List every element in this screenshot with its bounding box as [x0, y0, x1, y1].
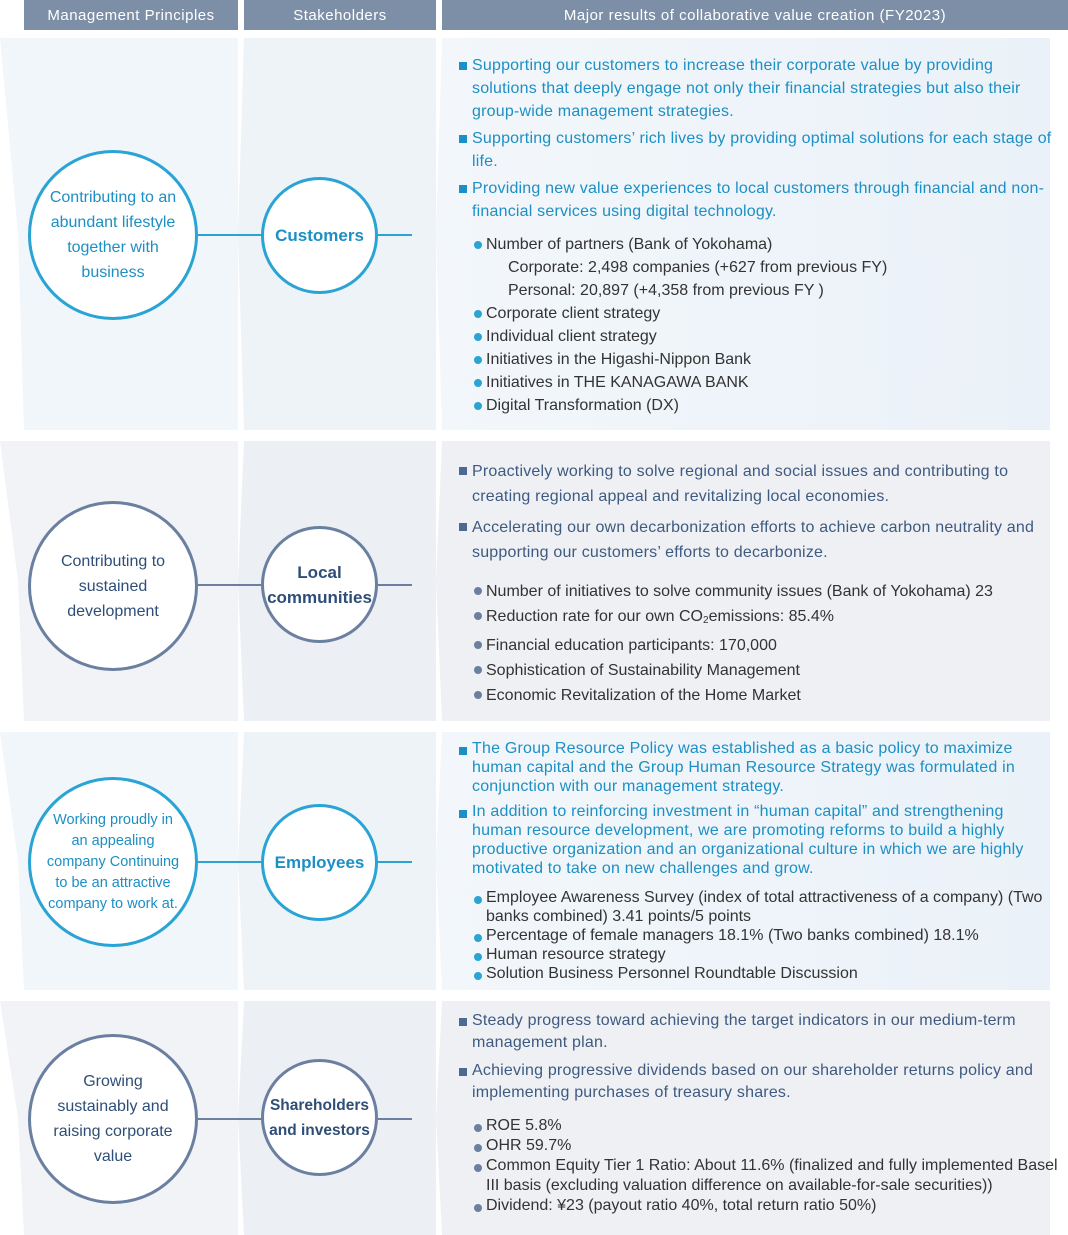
result-item: Percentage of female managers 18.1% (Two banks combined) 18.1%: [458, 926, 1058, 945]
result-text: emissions: 85.4%: [708, 608, 834, 625]
row-customers: [0, 38, 1068, 430]
connector-line: [378, 861, 412, 863]
result-item: Number of partners (Bank of Yokohama): [458, 233, 1058, 256]
header-stakeholders: Stakeholders: [244, 0, 436, 30]
results-block: [458, 459, 1058, 708]
result-item: ROE 5.8%: [458, 1116, 1058, 1136]
connector-line: [198, 584, 264, 586]
key-point: Providing new value experiences to local customers through financial and non-financial services using digital technology.: [458, 177, 1058, 223]
connector-line: [378, 1118, 412, 1120]
result-item: Economic Revitalization of the Home Market: [458, 683, 1058, 708]
key-point: Achieving progressive dividends based on our shareholder returns policy and implementing purchases of treasury shares.: [458, 1060, 1058, 1104]
row-local-communities: [0, 441, 1068, 721]
result-item: Solution Business Personnel Roundtable Discussion: [458, 964, 1058, 983]
header-management-principles: Management Principles: [24, 0, 238, 30]
results-block: [458, 1010, 1058, 1216]
result-item: Initiatives in THE KANAGAWA BANK: [458, 371, 1058, 394]
results-block: [458, 54, 1058, 417]
key-point: In addition to reinforcing investment in “human capital” and strengthening human resource development, we are promoting reforms to build a highly productive organization and an organizational culture in which we are highly motivated to take on new challenges and grow.: [458, 802, 1058, 878]
principle-circle: Contributing to an abundant lifestyle together with business: [28, 150, 198, 320]
stakeholder-circle: Employees: [261, 804, 378, 921]
header-major-results: Major results of collaborative value creation (FY2023): [442, 0, 1068, 30]
connector-line: [198, 861, 264, 863]
results-block: [458, 739, 1058, 983]
principle-circle: Contributing to sustained development: [28, 501, 198, 671]
connector-line: [378, 234, 412, 236]
key-point: The Group Resource Policy was established as a basic policy to maximize human capital and the Group Human Resource Strategy was formulated in conjunction with our management strategy.: [458, 739, 1058, 796]
result-item: Dividend: ¥23 (payout ratio 40%, total return ratio 50%): [458, 1196, 1058, 1216]
result-text: Reduction rate for our own CO: [486, 608, 703, 625]
result-item: Sophistication of Sustainability Management: [458, 658, 1058, 683]
result-item: Initiatives in the Higashi-Nippon Bank: [458, 348, 1058, 371]
connector-line: [198, 1118, 264, 1120]
result-item: Financial education participants: 170,000: [458, 633, 1058, 658]
subscript-2: 2: [703, 615, 709, 626]
key-point: Supporting our customers to increase their corporate value by providing solutions that deeply engage not only their financial strategies but also their group-wide management strategies.: [458, 54, 1058, 123]
connector-line: [198, 234, 264, 236]
stakeholder-circle: Customers: [261, 177, 378, 294]
stakeholder-circle: Local communities: [261, 526, 378, 643]
result-item: [458, 604, 1058, 633]
principle-circle: Growing sustainably and raising corporate value: [28, 1034, 198, 1204]
key-point: Accelerating our own decarbonization efforts to achieve carbon neutrality and supporting our customers’ efforts to decarbonize.: [458, 515, 1058, 565]
principle-circle: Working proudly in an appealing company Continuing to be an attractive company to work at.: [28, 777, 198, 947]
result-item: Human resource strategy: [458, 945, 1058, 964]
key-point: Supporting customers’ rich lives by providing optimal solutions for each stage of life.: [458, 127, 1058, 173]
key-point: Proactively working to solve regional and social issues and contributing to creating regional appeal and revitalizing local economies.: [458, 459, 1058, 509]
row-shareholders: [0, 1001, 1068, 1235]
result-item: Number of initiatives to solve community issues (Bank of Yokohama) 23: [458, 579, 1058, 604]
result-subitem: Corporate: 2,498 companies (+627 from previous FY): [508, 259, 888, 276]
result-item: Digital Transformation (DX): [458, 394, 1058, 417]
key-point: Steady progress toward achieving the target indicators in our medium-term management plan.: [458, 1010, 1058, 1054]
connector-line: [378, 584, 412, 586]
row-employees: [0, 732, 1068, 990]
result-subitem: Personal: 20,897 (+4,358 from previous FY ): [508, 282, 824, 299]
result-item: Corporate client strategy: [458, 302, 1058, 325]
result-item: OHR 59.7%: [458, 1136, 1058, 1156]
stakeholder-circle: Shareholders and investors: [261, 1059, 378, 1176]
result-item: Common Equity Tier 1 Ratio: About 11.6% (finalized and fully implemented Basel III basis (excluding valuation difference on available-for-sale securities)): [458, 1156, 1058, 1196]
result-item: Employee Awareness Survey (index of total attractiveness of a company) (Two banks combined) 3.41 points/5 points: [458, 888, 1058, 926]
result-item: Individual client strategy: [458, 325, 1058, 348]
